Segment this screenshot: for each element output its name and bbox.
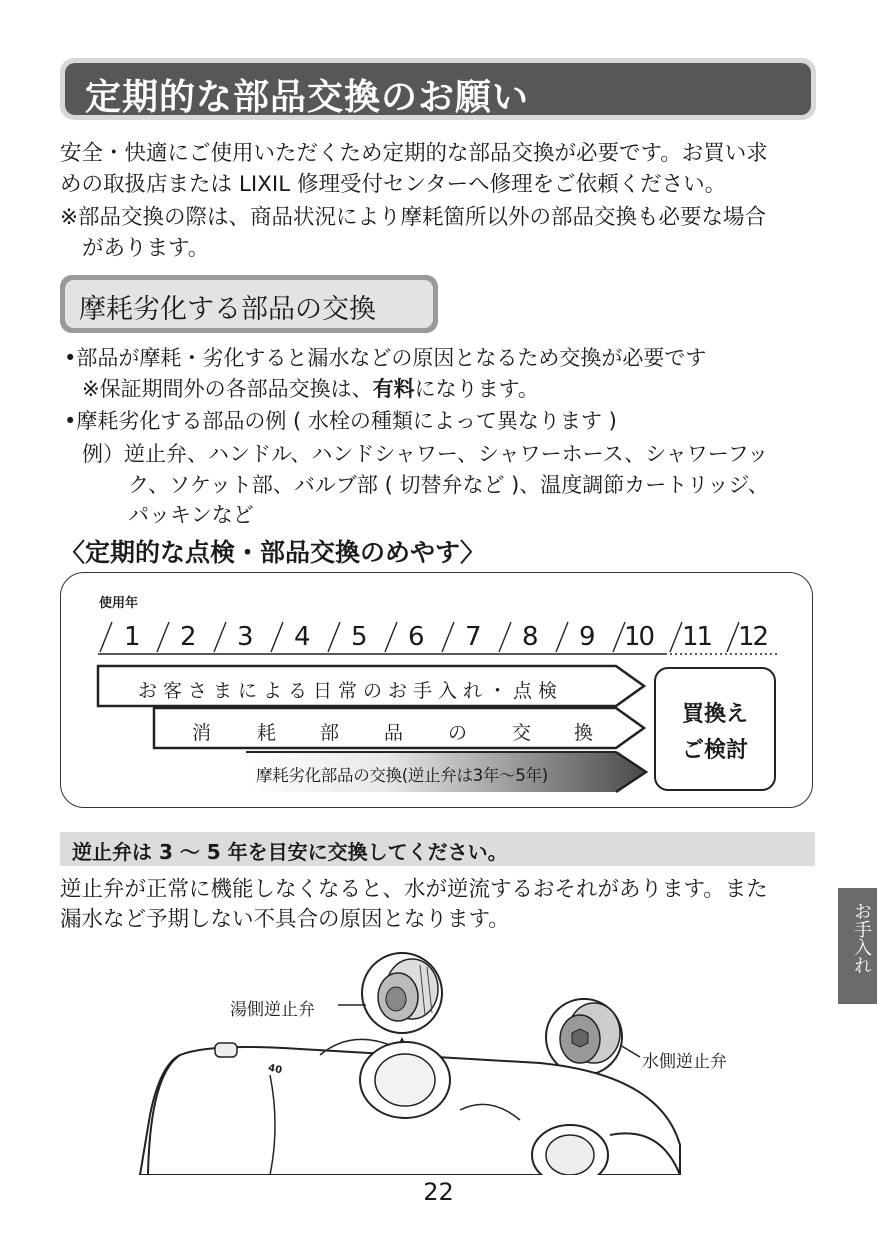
arrow-daily-care-label: お客さまによる日常のお手入れ・点検 (138, 680, 564, 702)
year-1: 1 (124, 622, 141, 652)
consumable-char: 耗 (257, 722, 277, 744)
year-9: 9 (579, 622, 596, 652)
bullet-examples: •摩耗劣化する部品の例 ( 水栓の種類によって異なります ) (64, 409, 617, 433)
page-title: 定期的な部品交換のお願い (85, 77, 530, 118)
year-8: 8 (522, 622, 539, 652)
note-post: になります。 (414, 377, 539, 401)
body-line-2: 漏水など予期しない不具合の原因となります。 (60, 907, 510, 932)
year-5: 5 (351, 622, 368, 652)
year-slash (442, 622, 454, 652)
cold-valve-label: 水側逆止弁 (642, 1052, 727, 1072)
note-pre: ※保証期間外の各部品交換は、 (82, 377, 373, 401)
year-2: 2 (180, 622, 197, 652)
side-tab-label: お手入れ (851, 902, 872, 974)
year-slash (271, 622, 283, 652)
intro-note-1: ※部品交換の際は、商品状況により摩耗箇所以外の部品交換も必要な場合 (60, 205, 767, 230)
bullet-wear-note (82, 374, 539, 405)
example-line-1: 例）逆止弁、ハンドル、ハンドシャワー、シャワーホース、シャワーフッ (82, 442, 769, 466)
side-tab-care[interactable] (838, 888, 877, 1004)
example-line-3: パッキンなど (128, 503, 254, 527)
temperature-mark: 40 (267, 1062, 283, 1077)
year-7: 7 (465, 622, 482, 652)
year-slash (214, 622, 226, 652)
year-11: 11 (682, 622, 712, 652)
replace-consider-box (654, 667, 776, 791)
check-valve-note: 逆止弁は 3 〜 5 年を目安に交換してください。 (72, 840, 508, 864)
year-slash (556, 622, 568, 652)
page-title-banner (60, 58, 816, 120)
section-heading: 摩耗劣化する部品の交換 (79, 294, 376, 325)
year-12: 12 (738, 622, 768, 652)
replace-line-1: 買換え (681, 702, 748, 727)
bullet-wear: •部品が摩耗・劣化すると漏水などの原因となるため交換が必要です (64, 346, 707, 370)
consumable-char: の (448, 722, 468, 744)
consumable-char: 交 (512, 722, 532, 744)
years-label: 使用年 (99, 596, 139, 611)
year-slash (385, 622, 397, 652)
year-3: 3 (237, 622, 254, 652)
page-number: 22 (423, 1178, 454, 1206)
schedule-heading: 〈定期的な点検・部品交換のめやす〉 (60, 538, 486, 567)
year-slash (328, 622, 340, 652)
body-line-1: 逆止弁が正常に機能しなくなると、水が逆流するおそれがあります。また (60, 877, 768, 902)
intro-note-2: があります。 (82, 236, 210, 261)
hot-valve-label: 湯側逆止弁 (230, 1000, 315, 1020)
cold-valve-leader (620, 1045, 640, 1057)
example-line-2: ク、ソケット部、バルブ部 ( 切替弁など )、温度調節カートリッジ、 (128, 473, 769, 497)
year-slash (100, 622, 112, 652)
consumable-char: 品 (384, 722, 404, 744)
section-heading-box (60, 275, 438, 333)
cold-check-valve-drawing (546, 999, 622, 1075)
year-10: 10 (624, 622, 654, 652)
check-valve-note-bar (60, 832, 815, 866)
year-slash (157, 622, 169, 652)
arrow-wear-parts-label: 摩耗劣化部品の交換(逆止弁は3年〜5年) (256, 766, 548, 785)
replace-line-2: ご検討 (681, 738, 748, 763)
year-4: 4 (294, 622, 311, 652)
hot-check-valve-drawing (362, 953, 442, 1033)
consumable-char: 部 (320, 722, 340, 744)
intro-line-1: 安全・快適にご使用いただくため定期的な部品交換が必要です。お買い求 (60, 141, 768, 166)
intro-line-2: めの取扱店または LIXIL 修理受付センターへ修理をご依頼ください。 (60, 172, 727, 197)
note-paid: 有料 (372, 377, 415, 401)
year-6: 6 (408, 622, 425, 652)
year-slash (670, 622, 682, 652)
consumable-char: 消 (192, 722, 212, 744)
year-slash (499, 622, 511, 652)
consumable-char: 換 (574, 722, 594, 744)
